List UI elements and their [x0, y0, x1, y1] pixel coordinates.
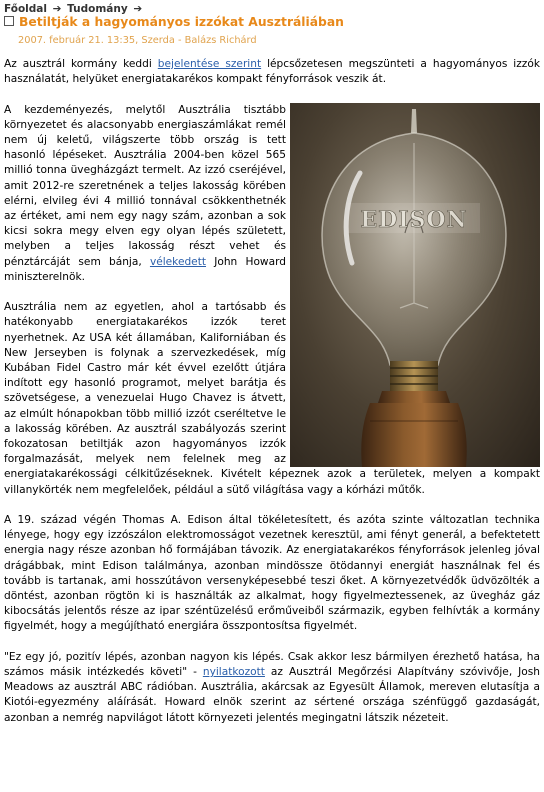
p1-text-after: lépcsőzetesen megszünteti a hagyományos izzók használatát, helyüket energiatakarékos kompakt fényforrások veszik át. [4, 58, 540, 86]
title-row [4, 15, 344, 31]
paragraph-3: Ausztrália nem az egyetlen, ahol a tartósabb és hatékonyabb energiatakarékos izzók teret nyerhetnek. Az USA két államában, Kaliforniában és New Jerseyben is folynak a szervezkedések, míg Kubában Fidel Castro már két évvel ezelőtt útjára indított egy hasonló programot, melyet barátja és szövetségese, a venezuelai Hugo Chavez is átvett, az elmúlt hónapokban több millió izzót cseréltetve le a lakosság körében. Az ausztrál szabályozás szerint fokozatosan betiltják azon hagyományos izzók forgalmazását, melyek nem felelnek meg az energiatakarékossági célkitűzéseknek. Kivételt képeznek azok a területek, melyen a kompakt villanykörték nem megfelelőek, például a sütő világítása vagy a kórházi műtők. [4, 301, 540, 496]
breadcrumb-arrow-icon: ➔ [52, 3, 62, 15]
paragraph-1 [4, 57, 540, 87]
p2-text-after: John Howard miniszterelnök. [4, 255, 286, 283]
article-meta: 2007. február 21. 13:35, Szerda - Balázs Richárd [18, 35, 257, 46]
nyilatkozott-link[interactable]: nyilatkozott [202, 666, 265, 679]
edison-bulb-photo [290, 103, 540, 467]
breadcrumb-section-link[interactable]: Tudomány [67, 3, 128, 15]
paragraph-5 [4, 650, 540, 726]
p5-text-after: az Ausztrál Megőrzési Alapítvány szóvivője, Josh Meadows az ausztrál ABC rádióban. Ausztrália, akárcsak az Egyesült Államok, mereven elutasítja a Kiotói-egyezmény aláírását. Howard elnök szerint az sértené országa szénfüggő gazdaságát, azonban a nemrég napvilágot látott környezeti jelentés megingatni látszik nézeteit. [4, 666, 540, 724]
p5-text-before: "Ez egy jó, pozitív lépés, azonban nagyon kis lépés. Csak akkor lesz bármilyen érezhető hatása, ha számos másik intézkedés követi" - [4, 650, 540, 679]
article-title: Betiltják a hagyományos izzókat Ausztráliában [19, 15, 344, 29]
bulb-edison-text: EDISON [360, 206, 468, 233]
p2-text-before: A kezdeményezés, melytől Ausztrália tisztább környezetet és alacsonyabb energiaszámlákat remél nem új keletű, világszerte több ország is tett hasonló lépéseket. Ausztrália 2004-ben közel 565 millió tonna üvegházgázt termelt. Az izzó cseréjével, amit 2012-re szeretnének a teljes lakosság körében elérni, elvileg évi 4 millió tonnával csökkenthetnék az értéket, ami nem egy nagy szám, azonban a sok kicsi sokra megy elven egy olyan lépés született, melyben a teljes lakosság részt vehet és pénztárcáját sem bánja, [4, 103, 286, 268]
velekedett-link[interactable]: vélekedett [149, 255, 207, 268]
article-body [4, 57, 540, 741]
breadcrumb-home-link[interactable]: Főoldal [4, 3, 47, 15]
paragraph-4: A 19. század végén Thomas A. Edison által tökéletesített, és azóta szinte változatlan technika lényege, hogy egy izzószálon elektromosságot vezetnek keresztül, ami fényt generál, a befektetett energia nagy része azonban hő formájában távozik. Az energiatakarékos fényforrások jelenleg jóval drágábbak, mint Edison találmánya, azonban mindössze ötödannyi energiát használnak fel és tovább is tartanak, ami hosszútávon versenyképesebbé teszi őket. A környezetvédők üdvözölték a döntést, azonban rögtön ki is használták az alkalmat, hogy figyelmeztessenek, az üvegház gáz kibocsátás jelentős része az ipar széntüzelésű erőműveiből származik, egyben felhívták a kormány figyelmét, hogy a megújítható energiára összpontosítsa figyelmét. [4, 514, 540, 633]
checkbox-icon [4, 16, 14, 26]
breadcrumb-arrow-icon: ➔ [133, 3, 143, 15]
p1-text-before: Az ausztrál kormány keddi [4, 58, 158, 70]
bejelentese-link[interactable]: bejelentése szerint [157, 58, 262, 70]
